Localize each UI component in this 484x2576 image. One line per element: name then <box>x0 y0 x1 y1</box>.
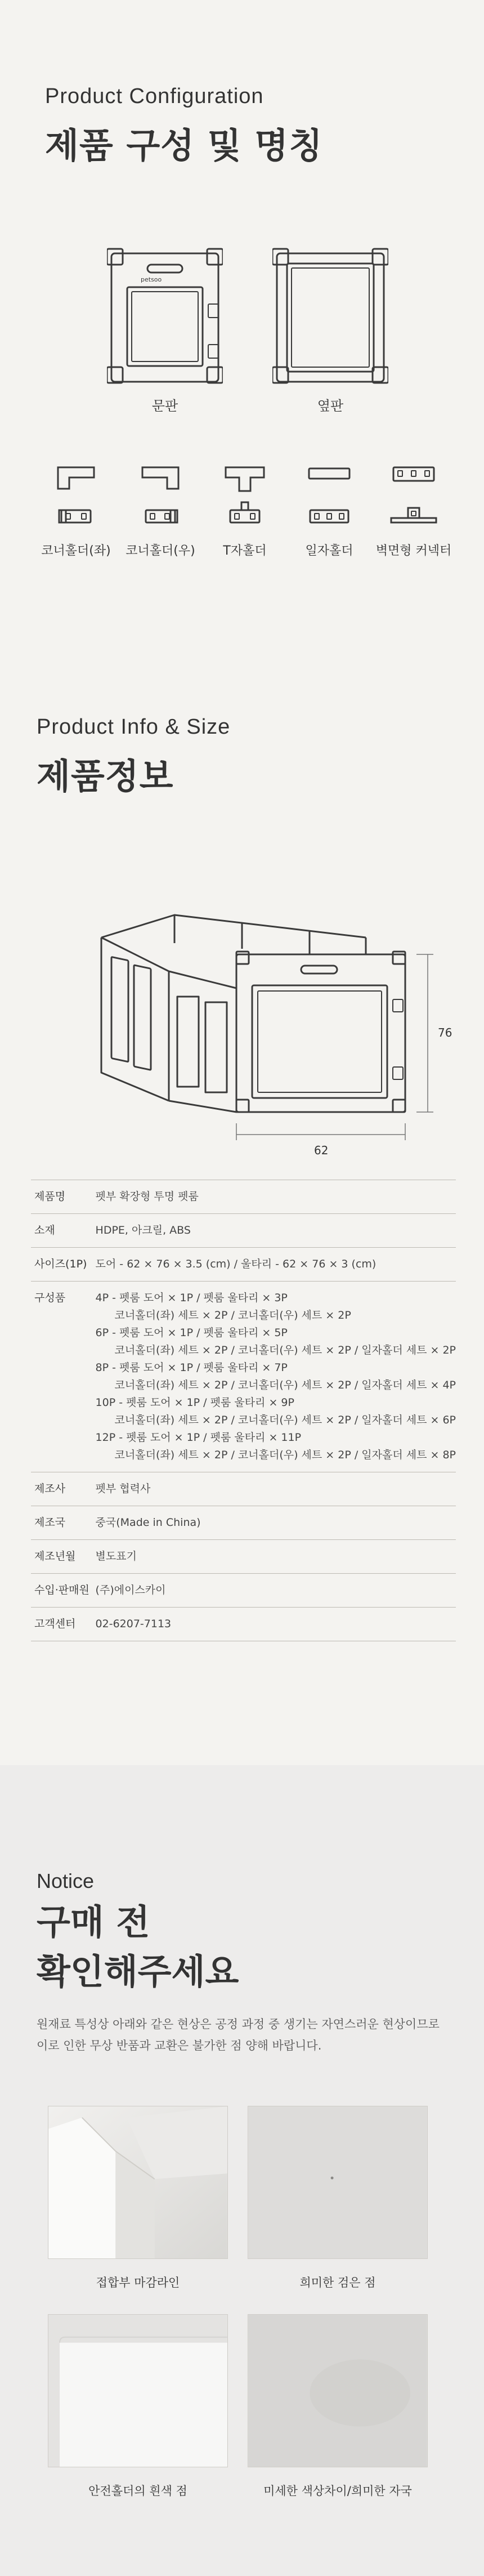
holder-caption: 벽면형 커넥터 <box>375 544 452 558</box>
section-eyebrow: Product Info & Size <box>37 715 231 739</box>
holder-caption: 일자홀더 <box>305 544 353 558</box>
spec-key: 사이즈(1P) <box>31 1248 96 1282</box>
panel-caption: 옆판 <box>317 398 344 414</box>
notice-heading-line: 확인해주세요 <box>37 1951 239 1992</box>
photo-caption: 미세한 색상차이/희미한 자국 <box>263 2484 412 2498</box>
notice-heading <box>37 1898 484 1997</box>
notice-photo-card <box>48 2106 228 2291</box>
spec-value-line: 코너홀더(좌) 세트 × 2P / 코너홀더(우) 세트 × 2P / 일자홀더 세트 × 6P <box>114 1414 456 1426</box>
notice-photo-card <box>248 2314 428 2499</box>
spec-row <box>31 1472 456 1506</box>
color-difference-photo <box>248 2314 428 2467</box>
spec-value-line: 코너홀더(좌) 세트 × 2P / 코너홀더(우) 세트 × 2P <box>114 1309 351 1322</box>
product-size-figure <box>73 859 456 1230</box>
spec-value <box>96 1608 456 1641</box>
spec-key: 고객센터 <box>31 1608 96 1641</box>
spec-row <box>31 1506 456 1540</box>
panel-row <box>107 248 388 428</box>
photo-caption: 접합부 마감라인 <box>96 2276 180 2289</box>
side-panel-illustration <box>272 248 388 386</box>
spec-row <box>31 1608 456 1641</box>
side-panel-item <box>272 248 388 428</box>
spec-row <box>31 1574 456 1608</box>
spec-value-line: 코너홀더(좌) 세트 × 2P / 코너홀더(우) 세트 × 2P / 일자홀더 세트 × 8P <box>114 1449 456 1461</box>
door-panel-item <box>107 248 223 428</box>
spec-value-line: 펫부 협력사 <box>95 1483 151 1495</box>
spec-value <box>96 1472 456 1506</box>
spec-table <box>31 1180 456 1641</box>
corner-holder-left-icon <box>37 462 115 532</box>
spec-value-line: 12P - 펫룸 도어 × 1P / 펫룸 울타리 × 11P <box>95 1431 302 1444</box>
notice-section <box>0 1765 484 2576</box>
spec-row <box>31 1248 456 1282</box>
notice-heading-line: 구매 전 <box>37 1901 150 1943</box>
spec-key: 제품명 <box>31 1180 96 1214</box>
panel-caption: 문판 <box>151 398 178 414</box>
spec-value-line: 4P - 펫룸 도어 × 1P / 펫룸 울타리 × 3P <box>95 1292 288 1304</box>
black-dot-photo <box>248 2106 428 2259</box>
dimension-height-label: 76 <box>438 1026 452 1039</box>
spec-value-line: 펫부 확장형 투명 펫룸 <box>95 1190 199 1203</box>
notice-description-line: 원재료 특성상 아래와 같은 현상은 공정 과정 중 생기는 자연스러운 현상이므로 <box>37 2017 440 2031</box>
spec-value-line: 02-6207-7113 <box>95 1618 172 1630</box>
spec-value <box>96 1180 456 1214</box>
photo-caption: 안전홀더의 흰색 점 <box>88 2484 187 2498</box>
panel-logo-text: petsoo <box>141 276 162 283</box>
door-panel-illustration <box>107 248 223 386</box>
t-holder-icon <box>205 462 284 532</box>
spec-value-line: 중국(Made in China) <box>95 1516 201 1529</box>
wall-connector-icon <box>374 462 453 532</box>
holder-caption: T자홀더 <box>223 544 267 558</box>
notice-photo-grid <box>48 2106 431 2499</box>
spec-row <box>31 1214 456 1248</box>
spec-value <box>96 1506 456 1540</box>
notice-photo-card <box>48 2314 228 2499</box>
spec-key: 소재 <box>31 1214 96 1248</box>
t-holder-item <box>205 462 284 559</box>
notice-description-line: 이로 인한 무상 반품과 교환은 불가한 점 양해 바랍니다. <box>37 2039 322 2052</box>
spec-key: 제조사 <box>31 1472 96 1506</box>
notice-eyebrow: Notice <box>37 1869 95 1892</box>
corner-holder-right-icon <box>121 462 200 532</box>
photo-caption: 희미한 검은 점 <box>299 2276 376 2289</box>
wall-connector-item <box>374 462 453 559</box>
notice-photo-card <box>248 2106 428 2291</box>
spec-value-line: 별도표기 <box>95 1550 137 1562</box>
spec-value-line: (주)에이스카이 <box>95 1584 166 1596</box>
section-heading: 제품 구성 및 명칭 <box>45 125 323 166</box>
straight-holder-icon <box>290 462 369 532</box>
holder-row <box>37 462 453 559</box>
spec-value-line: 6P - 펫룸 도어 × 1P / 펫룸 울타리 × 5P <box>95 1327 288 1339</box>
holder-caption: 코너홀더(좌) <box>41 544 111 558</box>
spec-value-line: 10P - 펫룸 도어 × 1P / 펫룸 울타리 × 9P <box>95 1396 294 1409</box>
spec-value <box>96 1574 456 1608</box>
spec-key: 제조국 <box>31 1506 96 1540</box>
section-eyebrow: Product Configuration <box>45 84 264 108</box>
spec-value-line: 코너홀더(좌) 세트 × 2P / 코너홀더(우) 세트 × 2P / 일자홀더 세트 × 4P <box>114 1379 456 1391</box>
spec-value <box>96 1282 456 1472</box>
spec-value-line: 도어 - 62 × 76 × 3.5 (cm) / 울타리 - 62 × 76 × 3 (cm) <box>95 1258 377 1270</box>
spec-value <box>96 1540 456 1574</box>
spec-value-line: 코너홀더(좌) 세트 × 2P / 코너홀더(우) 세트 × 2P / 일자홀더 세트 × 2P <box>114 1344 456 1356</box>
notice-description <box>37 2014 484 2056</box>
spec-value <box>96 1248 456 1282</box>
pet-room-illustration <box>73 859 456 1230</box>
product-configuration-section <box>0 0 484 639</box>
spec-value-line: 8P - 펫룸 도어 × 1P / 펫룸 울타리 × 7P <box>95 1361 288 1374</box>
spec-key: 제조년월 <box>31 1540 96 1574</box>
white-dot-photo <box>48 2314 228 2467</box>
spec-row <box>31 1282 456 1472</box>
spec-row <box>31 1540 456 1574</box>
spec-key: 수입·판매원 <box>31 1574 96 1608</box>
spec-value-line: HDPE, 아크릴, ABS <box>95 1224 191 1236</box>
straight-holder-item <box>290 462 369 559</box>
dimension-width-label: 62 <box>314 1144 329 1157</box>
corner-holder-left-item <box>37 462 115 559</box>
corner-holder-right-item <box>121 462 200 559</box>
holder-caption: 코너홀더(우) <box>126 544 195 558</box>
spec-value <box>96 1214 456 1248</box>
spec-key: 구성품 <box>31 1282 96 1472</box>
seam-line-photo <box>48 2106 228 2259</box>
section-heading: 제품정보 <box>37 756 174 797</box>
spec-row <box>31 1180 456 1214</box>
